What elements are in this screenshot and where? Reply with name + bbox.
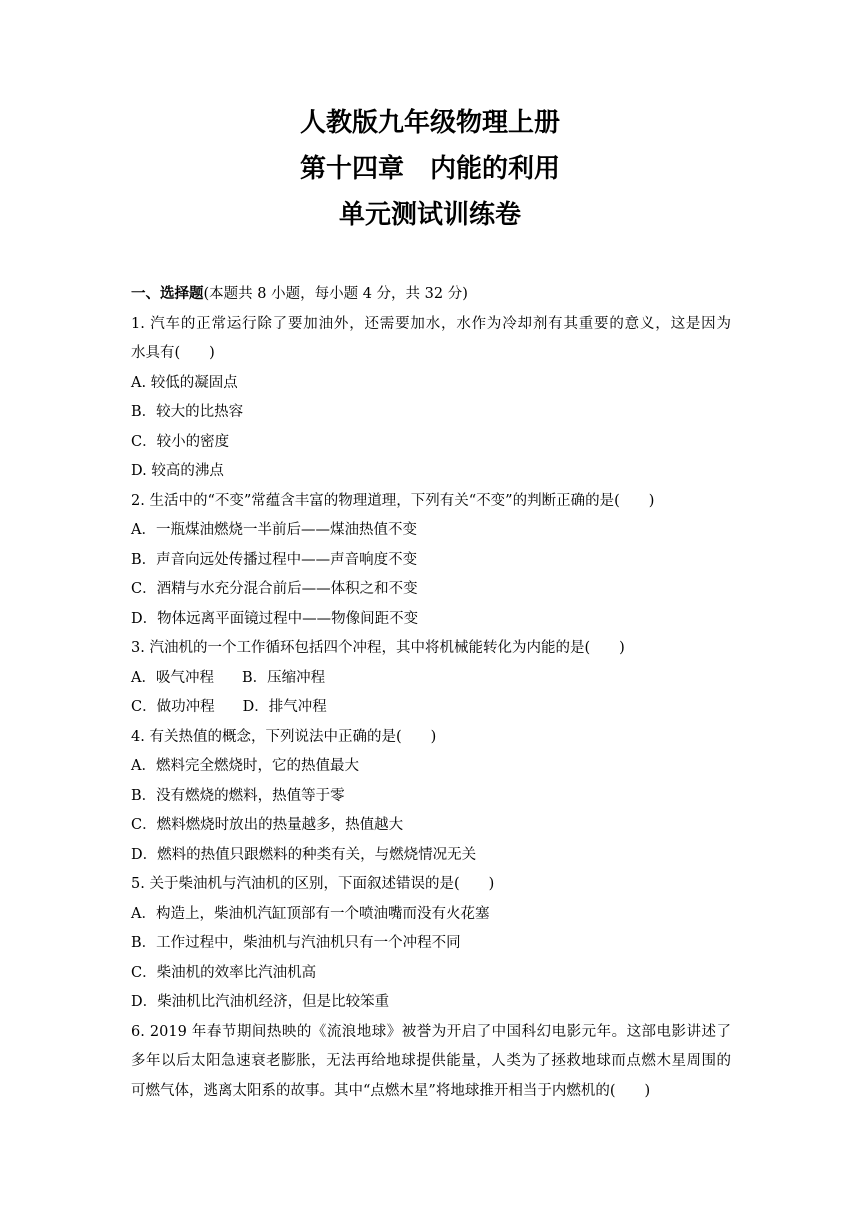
question-6-stem-cont-2: 可燃气体，逃离太阳系的故事。其中“点燃木星”将地球推开相当于内燃机的( )	[131, 1082, 651, 1099]
question-3-options-row-2	[131, 693, 731, 723]
question-5-option-b: B．工作过程中，柴油机与汽油机只有一个冲程不同	[131, 935, 461, 951]
question-5-option-a: A．构造上，柴油机汽缸顶部有一个喷油嘴而没有火花塞	[131, 905, 490, 922]
test-title: 单元测试训练卷	[338, 200, 521, 230]
section-note: (本题共 8 小题，每小题 4 分，共 32 分)	[203, 286, 468, 302]
question-3-option-c: C．做功冲程	[131, 699, 215, 715]
question-2-option-a: A．一瓶煤油燃烧一半前后——煤油热值不变	[131, 522, 417, 538]
question-1-stem: 1. 汽车的正常运行除了要加油外，还需要加水，水作为冷却剂有其重要的意义，这是因为	[131, 315, 731, 332]
title-block	[0, 100, 860, 238]
section-heading-label: 一、选择题	[131, 286, 204, 302]
question-3-option-a: A．吸气冲程	[131, 669, 214, 686]
question-list	[131, 280, 731, 1106]
book-title: 人教版九年级物理上册	[299, 108, 560, 138]
question-4-stem: 4. 有关热值的概念，下列说法中正确的是( )	[131, 728, 437, 745]
question-4-option-c: C．燃料燃烧时放出的热量越多，热值越大	[131, 817, 404, 833]
question-2-stem: 2. 生活中的“不变”常蕴含丰富的物理道理，下列有关“不变”的判断正确的是( )	[131, 492, 655, 509]
question-3-stem: 3. 汽油机的一个工作循环包括四个冲程，其中将机械能转化为内能的是( )	[131, 640, 625, 656]
question-5-option-c: C．柴油机的效率比汽油机高	[131, 964, 317, 981]
question-1-option-c: C．较小的密度	[131, 433, 230, 450]
question-1-stem-cont: 水具有( )	[131, 345, 215, 361]
question-5-stem: 5. 关于柴油机与汽油机的区别，下面叙述错误的是( )	[131, 876, 495, 892]
chapter-title: 第十四章 内能的利用	[299, 154, 560, 184]
section-heading	[131, 280, 731, 310]
question-2-option-c: C．酒精与水充分混合前后——体积之和不变	[131, 581, 418, 597]
question-5-option-d: D．柴油机比汽油机经济，但是比较笨重	[131, 994, 390, 1010]
question-3-option-d: D．排气冲程	[242, 699, 327, 715]
question-1-option-d: D. 较高的沸点	[131, 463, 224, 479]
question-3-options-row-1	[131, 664, 731, 694]
question-3-option-b: B．压缩冲程	[241, 669, 326, 686]
question-2-option-d: D．物体远离平面镜过程中——物像间距不变	[131, 610, 419, 627]
question-4-option-a: A．燃料完全燃烧时，它的热值最大	[131, 758, 359, 774]
question-4-option-d: D．燃料的热值只跟燃料的种类有关，与燃烧情况无关	[131, 846, 477, 863]
question-6-stem-cont-1: 多年以后太阳急速衰老膨胀，无法再给地球提供能量，人类为了拯救地球而点燃木星周围的	[131, 1053, 731, 1069]
question-2-option-b: B．声音向远处传播过程中——声音响度不变	[131, 551, 418, 568]
question-6-stem: 6. 2019 年春节期间热映的《流浪地球》被誉为开启了中国科幻电影元年。这部电影讲述了	[131, 1023, 731, 1040]
question-1-option-a: A. 较低的凝固点	[131, 374, 238, 391]
question-1-option-b: B．较大的比热容	[131, 404, 244, 420]
question-4-option-b: B．没有燃烧的燃料，热值等于零	[131, 787, 345, 804]
